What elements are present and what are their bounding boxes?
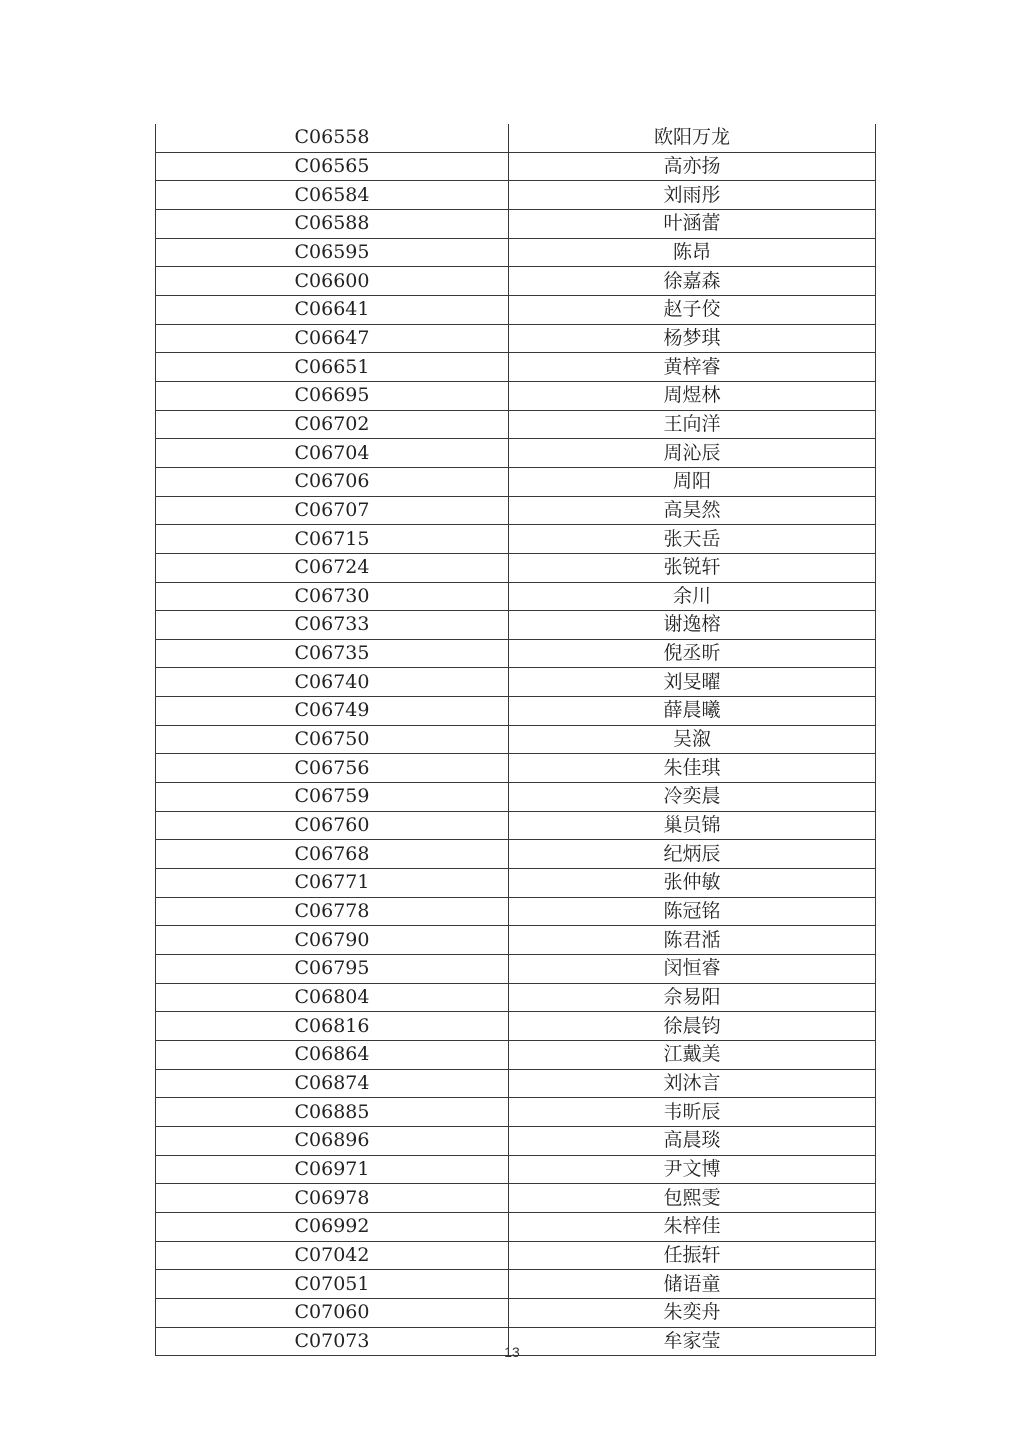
student-id-cell: C06641 [156,295,509,324]
student-name-cell: 陈冠铭 [509,897,876,926]
table-row [156,181,876,210]
student-id-cell: C06595 [156,238,509,267]
student-name-cell: 王向洋 [509,410,876,439]
student-id-cell: C06756 [156,754,509,783]
table-row [156,611,876,640]
student-id-cell: C06740 [156,668,509,697]
student-name-cell: 谢逸榕 [509,611,876,640]
table-row [156,439,876,468]
student-name-cell: 赵子佼 [509,295,876,324]
student-name-cell: 佘易阳 [509,983,876,1012]
page-number: 13 [504,1344,520,1360]
student-id-cell: C07060 [156,1298,509,1327]
student-id-cell: C06978 [156,1184,509,1213]
table-row [156,1241,876,1270]
student-id-cell: C07042 [156,1241,509,1270]
student-name-cell: 闵恒睿 [509,955,876,984]
student-name-cell: 包熙雯 [509,1184,876,1213]
student-name-cell: 储语童 [509,1270,876,1299]
table-row [156,525,876,554]
student-id-cell: C06971 [156,1155,509,1184]
table-row [156,926,876,955]
table-row [156,295,876,324]
student-id-cell: C06706 [156,467,509,496]
student-name-cell: 吴溆 [509,725,876,754]
table-row [156,381,876,410]
student-id-cell: C06565 [156,152,509,181]
student-name-cell: 欧阳万龙 [509,124,876,152]
student-name-cell: 徐嘉森 [509,267,876,296]
student-id-cell: C07073 [156,1327,509,1356]
table-row [156,1041,876,1070]
student-name-cell: 周煜林 [509,381,876,410]
table-row [156,1012,876,1041]
table-row [156,553,876,582]
table-row [156,353,876,382]
student-id-cell: C06730 [156,582,509,611]
student-id-cell: C06647 [156,324,509,353]
student-id-cell: C06790 [156,926,509,955]
table-row [156,725,876,754]
table-row [156,897,876,926]
student-id-cell: C06715 [156,525,509,554]
table-row [156,238,876,267]
student-id-cell: C06816 [156,1012,509,1041]
student-id-cell: C06704 [156,439,509,468]
table-row [156,582,876,611]
student-id-cell: C06651 [156,353,509,382]
table-row [156,1069,876,1098]
student-name-cell: 刘旻曜 [509,668,876,697]
student-name-cell: 张天岳 [509,525,876,554]
table-row [156,754,876,783]
student-name-cell: 陈昂 [509,238,876,267]
roster-table-body [156,124,876,1356]
student-name-cell: 巢员锦 [509,811,876,840]
student-id-cell: C06795 [156,955,509,984]
table-row [156,410,876,439]
student-name-cell: 徐晨钧 [509,1012,876,1041]
student-name-cell: 高昊然 [509,496,876,525]
student-id-cell: C07051 [156,1270,509,1299]
student-name-cell: 朱佳琪 [509,754,876,783]
table-row [156,124,876,152]
table-row [156,496,876,525]
table-row [156,869,876,898]
student-name-cell: 薛晨曦 [509,697,876,726]
student-id-cell: C06768 [156,840,509,869]
student-name-cell: 刘雨彤 [509,181,876,210]
student-id-cell: C06584 [156,181,509,210]
student-name-cell: 周沁辰 [509,439,876,468]
student-name-cell: 韦昕辰 [509,1098,876,1127]
table-row [156,955,876,984]
student-name-cell: 牟家莹 [509,1327,876,1356]
student-name-cell: 倪丞昕 [509,639,876,668]
student-name-cell: 朱梓佳 [509,1212,876,1241]
student-id-cell: C06864 [156,1041,509,1070]
student-name-cell: 尹文博 [509,1155,876,1184]
table-row [156,1212,876,1241]
student-id-cell: C06896 [156,1126,509,1155]
student-id-cell: C06707 [156,496,509,525]
student-name-cell: 黄梓睿 [509,353,876,382]
table-row [156,697,876,726]
table-row [156,811,876,840]
student-name-cell: 朱奕舟 [509,1298,876,1327]
table-row [156,152,876,181]
student-id-cell: C06588 [156,209,509,238]
student-name-cell: 刘沐言 [509,1069,876,1098]
table-row [156,209,876,238]
student-id-cell: C06749 [156,697,509,726]
roster-table [155,124,876,1356]
student-name-cell: 江戴美 [509,1041,876,1070]
student-id-cell: C06702 [156,410,509,439]
table-row [156,324,876,353]
student-id-cell: C06759 [156,783,509,812]
student-id-cell: C06760 [156,811,509,840]
table-row [156,467,876,496]
table-row [156,1270,876,1299]
table-row [156,639,876,668]
table-row [156,840,876,869]
student-name-cell: 杨梦琪 [509,324,876,353]
student-id-cell: C06600 [156,267,509,296]
student-id-cell: C06733 [156,611,509,640]
table-row [156,668,876,697]
student-name-cell: 张仲敏 [509,869,876,898]
table-row [156,1155,876,1184]
student-name-cell: 张锐轩 [509,553,876,582]
table-row [156,267,876,296]
student-id-cell: C06778 [156,897,509,926]
student-name-cell: 余川 [509,582,876,611]
table-row [156,1184,876,1213]
table-row [156,1298,876,1327]
student-id-cell: C06750 [156,725,509,754]
student-name-cell: 高晨琰 [509,1126,876,1155]
table-row [156,983,876,1012]
student-id-cell: C06874 [156,1069,509,1098]
student-name-cell: 纪炳辰 [509,840,876,869]
student-id-cell: C06771 [156,869,509,898]
student-name-cell: 陈君湉 [509,926,876,955]
student-name-cell: 冷奕晨 [509,783,876,812]
table-row [156,783,876,812]
table-row [156,1098,876,1127]
student-name-cell: 任振轩 [509,1241,876,1270]
student-name-cell: 叶涵蕾 [509,209,876,238]
student-id-cell: C06724 [156,553,509,582]
student-name-cell: 周阳 [509,467,876,496]
student-id-cell: C06992 [156,1212,509,1241]
student-id-cell: C06735 [156,639,509,668]
student-id-cell: C06885 [156,1098,509,1127]
student-id-cell: C06695 [156,381,509,410]
student-id-cell: C06804 [156,983,509,1012]
student-id-cell: C06558 [156,124,509,152]
student-name-cell: 高亦扬 [509,152,876,181]
table-row [156,1126,876,1155]
